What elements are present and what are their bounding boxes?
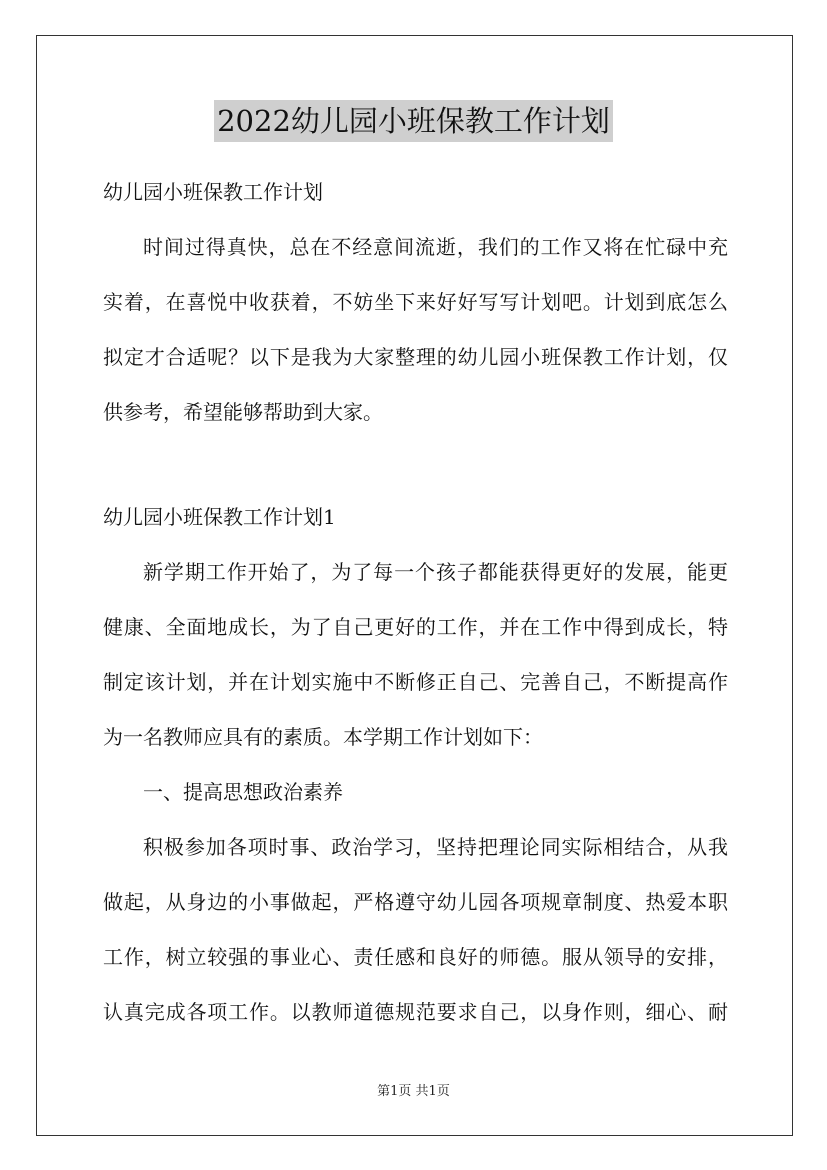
item-heading: 一、提高思想政治素养 xyxy=(143,780,343,804)
intro-line: 拟定才合适呢？以下是我为大家整理的幼儿园小班保教工作计划，仅 xyxy=(103,345,728,369)
item-line: 工作，树立较强的事业心、责任感和良好的师德。服从领导的安排， xyxy=(103,945,728,969)
title-container xyxy=(0,100,827,142)
intro-line: 时间过得真快，总在不经意间流逝，我们的工作又将在忙碌中充 xyxy=(143,235,728,259)
intro-line: 实着，在喜悦中收获着，不妨坐下来好好写写计划吧。计划到底怎么 xyxy=(103,290,728,314)
section-line: 为一名教师应具有的素质。本学期工作计划如下： xyxy=(103,725,543,749)
document-title: 2022幼儿园小班保教工作计划 xyxy=(214,100,613,142)
item-line: 认真完成各项工作。以教师道德规范要求自己，以身作则，细心、耐 xyxy=(103,1000,728,1024)
document-body xyxy=(103,165,728,1040)
page-number: 第1页 共1页 xyxy=(377,1084,450,1099)
page-footer xyxy=(0,1083,827,1101)
document-subtitle: 幼儿园小班保教工作计划 xyxy=(103,180,323,204)
item-line: 积极参加各项时事、政治学习，坚持把理论同实际相结合，从我 xyxy=(143,835,728,859)
intro-line: 供参考，希望能够帮助到大家。 xyxy=(103,400,383,424)
section-line: 健康、全面地成长，为了自己更好的工作，并在工作中得到成长，特 xyxy=(103,615,728,639)
section-line: 制定该计划，并在计划实施中不断修正自己、完善自己，不断提高作 xyxy=(103,670,728,694)
section-heading: 幼儿园小班保教工作计划1 xyxy=(103,505,336,529)
paragraph-gap xyxy=(103,440,728,490)
section-line: 新学期工作开始了，为了每一个孩子都能获得更好的发展，能更 xyxy=(143,560,728,584)
item-line: 做起，从身边的小事做起，严格遵守幼儿园各项规章制度、热爱本职 xyxy=(103,890,728,914)
